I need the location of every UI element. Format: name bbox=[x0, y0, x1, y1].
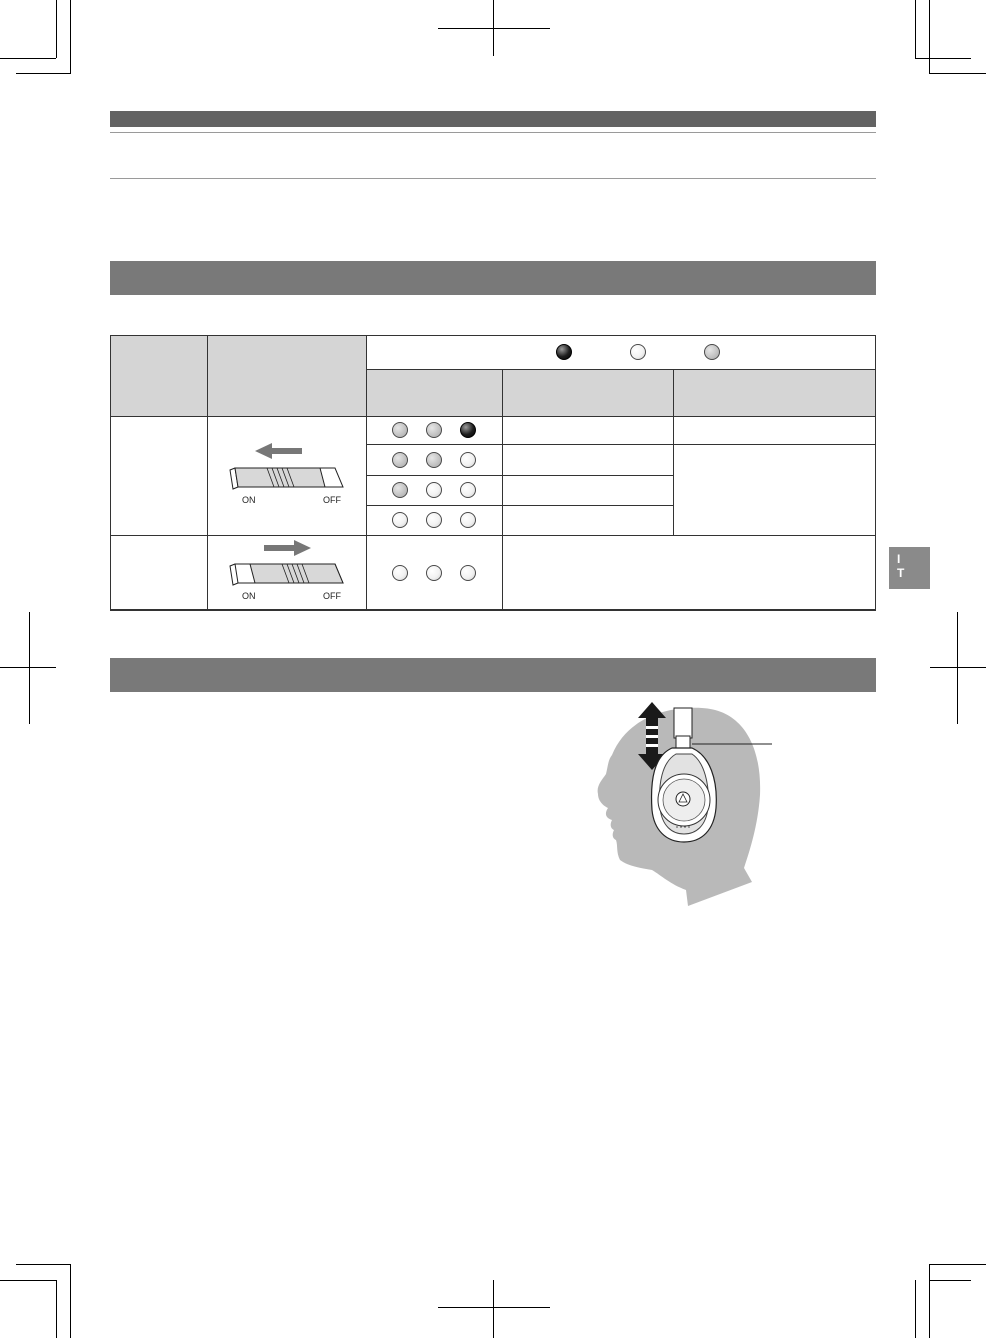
crop-mark bbox=[56, 1280, 57, 1338]
led-indicator bbox=[392, 482, 408, 498]
header-rule bbox=[110, 132, 876, 133]
power-switch-off-illustration bbox=[225, 538, 355, 598]
registration-mark bbox=[493, 0, 494, 56]
crop-mark bbox=[70, 0, 71, 74]
crop-mark bbox=[915, 58, 971, 59]
registration-mark bbox=[438, 28, 550, 29]
headband-slider bbox=[674, 708, 692, 738]
crop-mark bbox=[0, 1280, 56, 1281]
crop-mark bbox=[16, 73, 71, 74]
switch-off-label: OFF bbox=[323, 495, 341, 505]
led-indicator bbox=[392, 512, 408, 528]
section-band bbox=[110, 658, 876, 692]
table-header-cell bbox=[673, 369, 876, 416]
led-indicator bbox=[392, 422, 408, 438]
registration-mark bbox=[0, 667, 56, 668]
header-band bbox=[110, 111, 876, 127]
led-indicator bbox=[392, 452, 408, 468]
table-border bbox=[110, 416, 876, 417]
switch-off-label: OFF bbox=[323, 591, 341, 601]
crop-mark bbox=[929, 0, 930, 74]
crop-mark bbox=[70, 1264, 71, 1338]
header-rule bbox=[110, 178, 876, 179]
crop-mark bbox=[56, 0, 57, 58]
led-indicator bbox=[426, 422, 442, 438]
table-border bbox=[875, 335, 876, 610]
led-indicator bbox=[460, 452, 476, 468]
crop-mark bbox=[929, 1264, 986, 1265]
led-indicator bbox=[426, 452, 442, 468]
switch-on-label: ON bbox=[242, 591, 256, 601]
language-tab-letter: I bbox=[897, 552, 901, 566]
registration-mark bbox=[957, 612, 958, 724]
table-header-cell bbox=[110, 335, 207, 416]
crop-mark bbox=[915, 1280, 916, 1338]
led-dim-icon bbox=[704, 344, 720, 360]
crop-mark bbox=[915, 0, 916, 58]
led-indicator bbox=[460, 482, 476, 498]
table-border bbox=[110, 335, 111, 610]
table-border bbox=[110, 335, 876, 336]
table-border bbox=[366, 369, 876, 370]
table-header-cell bbox=[366, 369, 502, 416]
crop-mark bbox=[929, 1280, 971, 1281]
arrow-right-icon bbox=[264, 540, 311, 556]
headphone-wearing-illustration bbox=[592, 700, 782, 910]
registration-mark bbox=[29, 612, 30, 724]
earcup bbox=[652, 748, 717, 842]
led-lit-icon bbox=[556, 344, 572, 360]
table-border bbox=[502, 369, 503, 610]
table-border bbox=[366, 505, 673, 506]
section-band bbox=[110, 261, 876, 295]
led-indicator bbox=[460, 512, 476, 528]
led-indicator bbox=[460, 422, 476, 438]
crop-mark bbox=[929, 1264, 930, 1338]
crop-mark bbox=[16, 1264, 71, 1265]
registration-mark bbox=[493, 1280, 494, 1338]
table-border bbox=[673, 369, 674, 535]
table-border bbox=[366, 335, 367, 610]
table-header-cell bbox=[207, 335, 366, 416]
language-tab bbox=[889, 547, 930, 589]
registration-mark bbox=[930, 667, 986, 668]
table-border bbox=[366, 444, 876, 445]
table-border bbox=[207, 335, 208, 610]
led-indicator bbox=[426, 565, 442, 581]
led-indicator bbox=[426, 482, 442, 498]
led-status-table bbox=[110, 335, 876, 610]
switch-on-label: ON bbox=[242, 495, 256, 505]
language-tab-letter: T bbox=[897, 566, 905, 580]
crop-mark bbox=[0, 58, 56, 59]
crop-mark bbox=[929, 73, 986, 74]
table-border bbox=[110, 609, 876, 611]
arrow-left-icon bbox=[255, 443, 302, 459]
led-indicator bbox=[392, 565, 408, 581]
registration-mark bbox=[438, 1307, 550, 1308]
led-indicator bbox=[426, 512, 442, 528]
led-indicator bbox=[460, 565, 476, 581]
table-header-cell bbox=[502, 369, 673, 416]
table-border bbox=[110, 535, 876, 536]
table-border bbox=[366, 475, 673, 476]
led-unlit-icon bbox=[630, 344, 646, 360]
led-legend-header bbox=[366, 335, 876, 369]
